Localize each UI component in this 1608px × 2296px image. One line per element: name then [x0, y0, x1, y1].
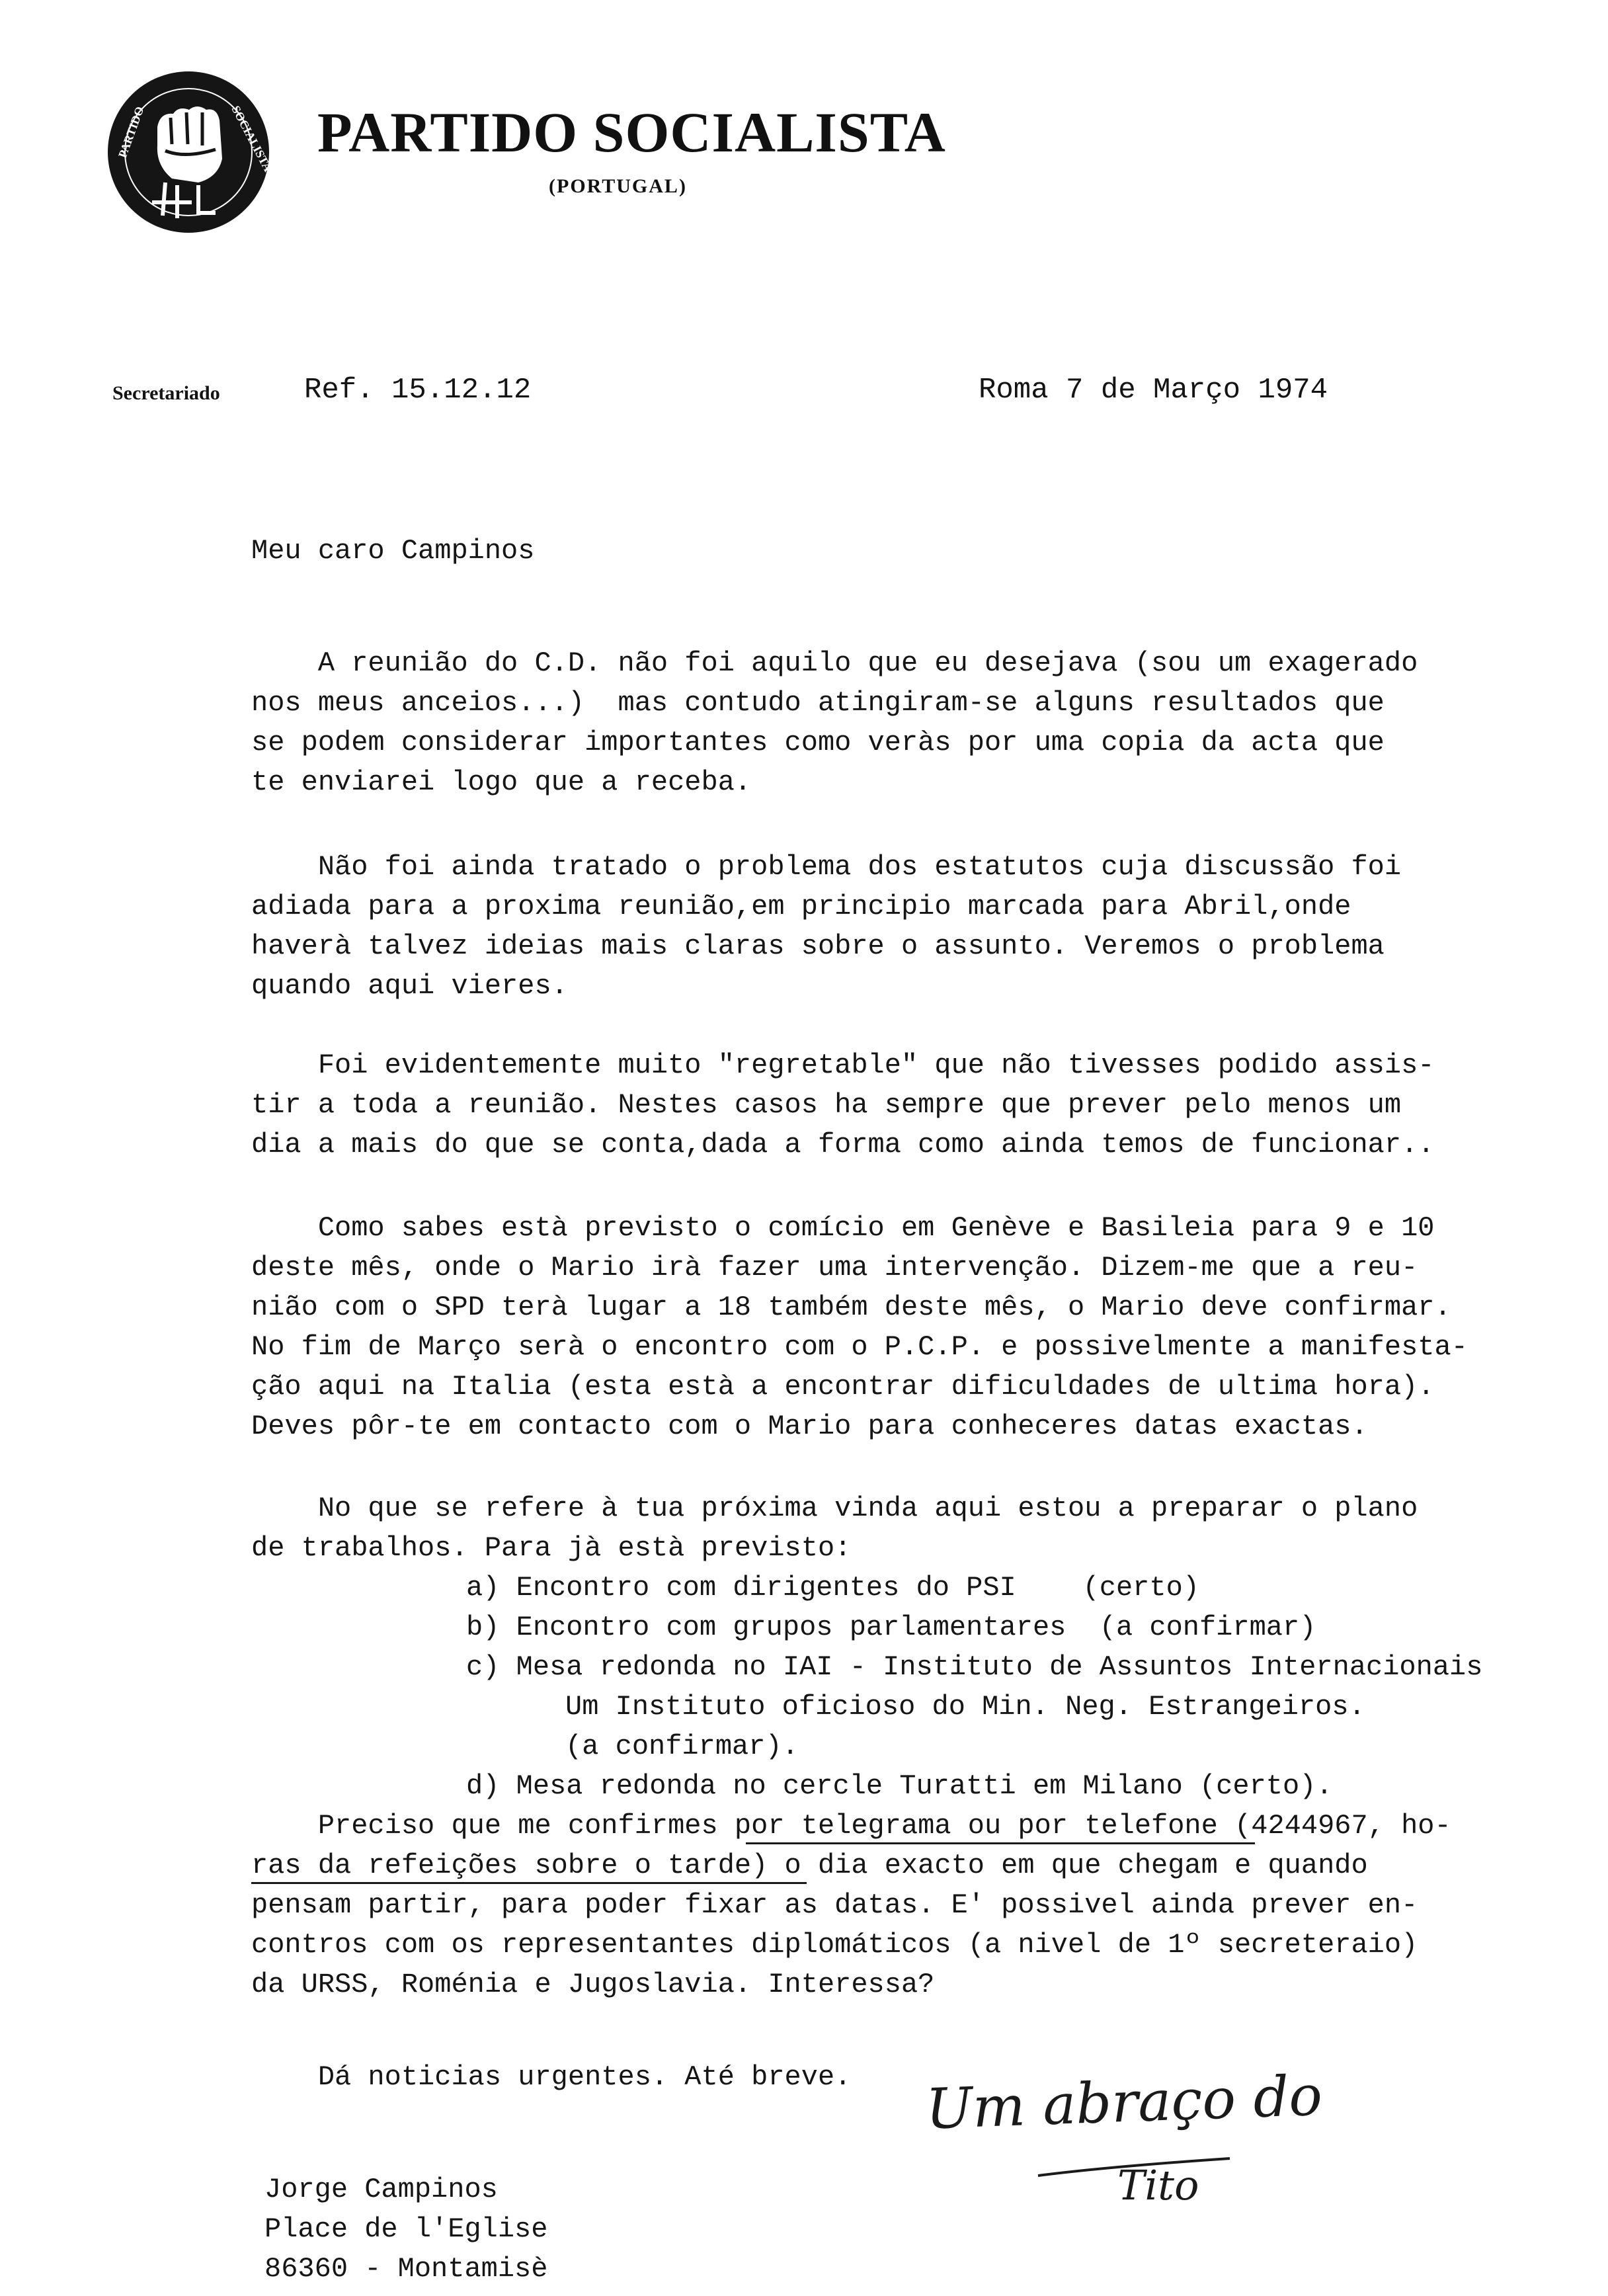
plan-item-c: c) Mesa redonda no IAI - Instituto de Assuntos Internacionais	[466, 1651, 1483, 1683]
body-line: contros com os representantes diplomáticos (a nivel de 1º secreteraio)	[251, 1929, 1418, 1961]
body-line: pensam partir, para poder fixar as datas. E' possivel ainda prever en-	[251, 1889, 1418, 1921]
body-line: deste mês, onde o Mario irà fazer uma intervenção. Dizem-me que a reu-	[251, 1252, 1418, 1284]
salutation: Meu caro Campinos	[251, 535, 535, 567]
body-line: No fim de Março serà o encontro com o P.C.P. e possivelmente a manifesta-	[251, 1331, 1468, 1363]
plan-item-a: a) Encontro com dirigentes do PSI (certo)	[466, 1572, 1199, 1604]
body-line: Não foi ainda tratado o problema dos estatutos cuja discussão foi	[251, 851, 1402, 883]
body-line: Preciso que me confirmes por telegrama ou por telefone (4244967, ho-	[251, 1810, 1451, 1842]
body-line: adiada para a proxima reunião,em principio marcada para Abril,onde	[251, 891, 1351, 922]
body-line: ção aqui na Italia (esta està a encontrar dificuldades de ultima hora).	[251, 1371, 1435, 1403]
department-label: Secretariado	[112, 382, 220, 404]
body-line: nos meus anceios...) mas contudo atingiram-se alguns resultados que	[251, 687, 1385, 719]
body-line: te enviarei logo que a receba.	[251, 766, 752, 798]
body-line: A reunião do C.D. não foi aquilo que eu desejava (sou um exagerado	[251, 647, 1418, 679]
organization-name: PARTIDO SOCIALISTA	[317, 101, 946, 164]
address-city: 86360 - Montamisè	[264, 2253, 548, 2285]
body-line: quando aqui vieres.	[251, 970, 568, 1002]
closing-line: Dá noticias urgentes. Até breve.	[251, 2061, 852, 2093]
plan-item-c-status: (a confirmar).	[565, 1731, 799, 1762]
body-line: No que se refere à tua próxima vinda aqui estou a preparar o plano	[251, 1493, 1418, 1524]
party-logo-emblem	[99, 66, 278, 238]
handwritten-underline	[746, 1842, 1255, 1844]
body-line: dia a mais do que se conta,dada a forma como ainda temos de funcionar..	[251, 1129, 1435, 1161]
svg-text:SOCIALISTA: SOCIALISTA	[229, 103, 275, 174]
plan-item-d: d) Mesa redonda no cercle Turatti em Milano (certo).	[466, 1770, 1333, 1802]
plan-item-c-note: Um Instituto oficioso do Min. Neg. Estrangeiros.	[565, 1691, 1365, 1723]
handwritten-underline	[251, 1882, 807, 1884]
body-line: Deves pôr-te em contacto com o Mario para conheceres datas exactas.	[251, 1411, 1368, 1442]
body-line: da URSS, Roménia e Jugoslavia. Interessa?	[251, 1969, 935, 2000]
organization-country: (PORTUGAL)	[549, 175, 687, 197]
address-street: Place de l'Eglise	[264, 2213, 548, 2245]
reference-number: Ref. 15.12.12	[304, 374, 532, 407]
body-line: Foi evidentemente muito "regretable" que não tivesses podido assis-	[251, 1049, 1435, 1081]
handwritten-signature: Tito	[1117, 2161, 1199, 2209]
body-line: ras da refeições sobre o tarde) o dia exacto em que chegam e quando	[251, 1850, 1368, 1881]
letter-dateline: Roma 7 de Março 1974	[979, 374, 1328, 407]
body-line: nião com o SPD terà lugar a 18 também deste mês, o Mario deve confirmar.	[251, 1292, 1451, 1323]
body-line: de trabalhos. Para jà està previsto:	[251, 1532, 852, 1564]
address-name: Jorge Campinos	[264, 2174, 498, 2205]
svg-text:PARTIDO: PARTIDO	[115, 104, 147, 160]
body-line: se podem considerar importantes como veràs por uma copia da acta que	[251, 727, 1385, 758]
plan-item-b: b) Encontro com grupos parlamentares (a confirmar)	[466, 1612, 1316, 1643]
body-line: Como sabes està previsto o comício em Genève e Basileia para 9 e 10	[251, 1212, 1435, 1244]
body-line: haverà talvez ideias mais claras sobre o assunto. Veremos o problema	[251, 930, 1385, 962]
handwritten-greeting: Um abraço do	[924, 2063, 1324, 2142]
body-line: tir a toda a reunião. Nestes casos ha sempre que prever pelo menos um	[251, 1089, 1402, 1121]
